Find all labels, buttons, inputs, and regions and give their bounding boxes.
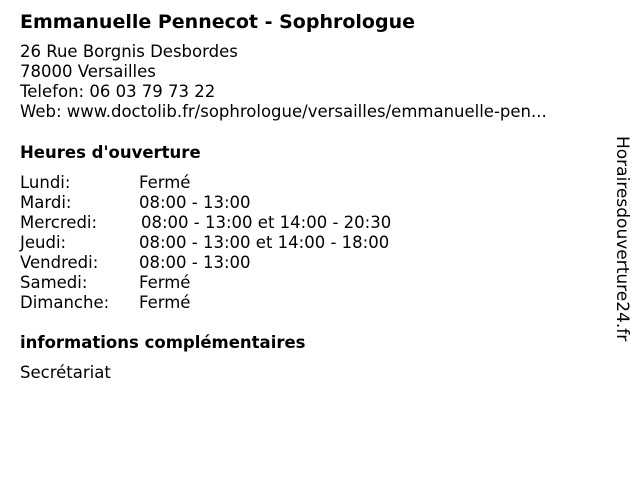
- hours-time: 08:00 - 13:00 et 14:00 - 20:30: [141, 213, 392, 232]
- additional-info-heading: informations complémentaires: [20, 333, 306, 352]
- hours-day: Vendredi:: [20, 253, 99, 272]
- business-title: Emmanuelle Pennecot - Sophrologue: [20, 11, 415, 33]
- city-address: 78000 Versailles: [20, 62, 156, 81]
- business-card: [20, 9, 600, 383]
- hours-row-monday: [20, 173, 600, 193]
- hours-day: Jeudi:: [20, 233, 67, 252]
- hours-day: Dimanche:: [20, 293, 110, 312]
- hours-time: Fermé: [139, 173, 191, 192]
- hours-day: Mercredi:: [20, 213, 98, 232]
- phone-number: Telefon: 06 03 79 73 22: [20, 82, 216, 101]
- hours-time: 08:00 - 13:00 et 14:00 - 18:00: [139, 233, 390, 252]
- hours-row-friday: [20, 253, 600, 273]
- opening-hours-table: [20, 173, 600, 313]
- hours-row-tuesday: [20, 193, 600, 213]
- hours-time: Fermé: [139, 293, 191, 312]
- opening-hours-heading: Heures d'ouverture: [20, 143, 201, 162]
- hours-row-wednesday: [20, 213, 600, 233]
- hours-day: Samedi:: [20, 273, 88, 292]
- website-link: Web: www.doctolib.fr/sophrologue/versailles/emmanuelle-pen...: [20, 102, 547, 121]
- street-address: 26 Rue Borgnis Desbordes: [20, 42, 238, 61]
- hours-time: 08:00 - 13:00: [139, 253, 251, 272]
- site-watermark: Horairesdouverture24.fr: [612, 136, 632, 342]
- hours-row-thursday: [20, 233, 600, 253]
- hours-day: Lundi:: [20, 173, 71, 192]
- hours-time: 08:00 - 13:00: [139, 193, 251, 212]
- hours-day: Mardi:: [20, 193, 72, 212]
- additional-info-text: Secrétariat: [20, 363, 111, 382]
- hours-row-saturday: [20, 273, 600, 293]
- hours-row-sunday: [20, 293, 600, 313]
- hours-time: Fermé: [139, 273, 191, 292]
